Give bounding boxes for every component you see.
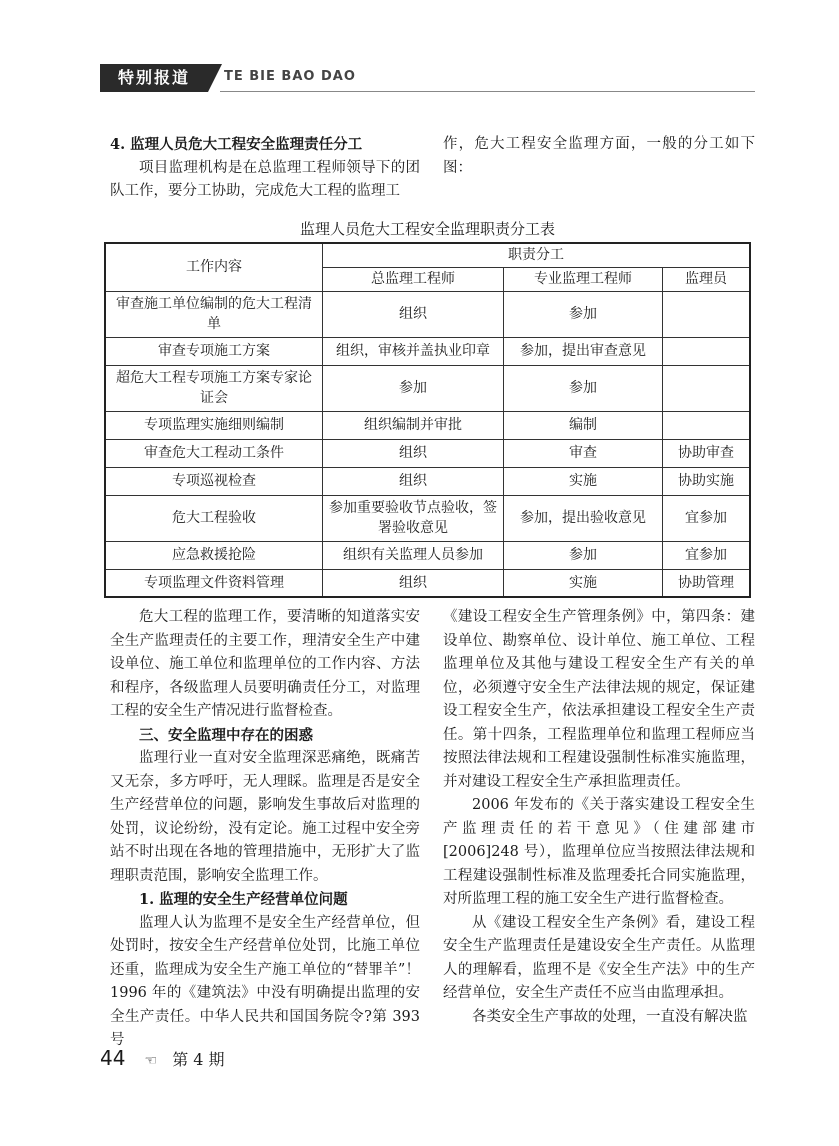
- duty-cell: [663, 365, 751, 411]
- work-content-cell: 专项监理文件资料管理: [105, 569, 323, 597]
- table-row: [105, 467, 750, 495]
- paragraph: 2006 年发布的《关于落实建设工程安全生产监理责任的若干意见》（住建部建市[2006]248 号），监理单位应当按照法律法规和工程建设强制性标准及监理委托合同实施监理，对所监理工程的施工安全生产进行监督检查。: [443, 797, 755, 907]
- table-row: [105, 365, 750, 411]
- paragraph: 从《建设工程安全生产条例》看，建设工程安全生产监理责任是建设安全生产责任。从监理人的理解看，监理不是《安全生产法》中的生产经营单位，安全生产责任不应当由监理承担。: [443, 914, 755, 1001]
- bottom-left-column: [110, 606, 420, 1053]
- work-content-cell: 应急救援抢险: [105, 541, 323, 569]
- section-heading: 1. 监理的安全生产经营单位问题: [139, 891, 348, 908]
- duty-cell: 参加: [323, 365, 504, 411]
- duty-cell: 参加重要验收节点验收，签署验收意见: [323, 495, 504, 541]
- duty-cell: 编制: [504, 411, 663, 439]
- section-heading: 4. 监理人员危大工程安全监理责任分工: [110, 136, 363, 153]
- duty-cell: 组织，审核并盖执业印章: [323, 337, 504, 365]
- header-role: 总监理工程师: [323, 267, 504, 291]
- duty-cell: [663, 411, 751, 439]
- header-role: 专业监理工程师: [504, 267, 663, 291]
- page-footer: [100, 1046, 225, 1070]
- duty-cell: 组织: [323, 569, 504, 597]
- paragraph: 监理行业一直对安全监理深恶痛绝，既痛苦又无奈，多方呼吁，无人理睬。监理是否是安全生产经营单位的问题，影响发生事故后对监理的处罚，议论纷纷，没有定论。施工过程中安全旁站不时出现在各地的管理措施中，无形扩大了监理职责范围，影响安全监理工作。: [110, 750, 420, 884]
- work-content-cell: 审查施工单位编制的危大工程清单: [105, 291, 323, 337]
- duty-cell: 协助管理: [663, 569, 751, 597]
- hand-pointing-icon: ☜: [144, 1053, 158, 1069]
- paragraph: 各类安全生产事故的处理，一直没有解决监: [472, 1008, 748, 1025]
- duty-cell: 组织: [323, 439, 504, 467]
- table-title: 监理人员危大工程安全监理职责分工表: [299, 220, 555, 238]
- header-divider: [220, 91, 755, 92]
- table-row: [105, 569, 750, 597]
- top-left-column: [110, 133, 420, 204]
- duty-cell: 组织: [323, 467, 504, 495]
- duty-cell: 宜参加: [663, 541, 751, 569]
- paragraph: 监理人认为监理不是安全生产经营单位，但处罚时，按安全生产经营单位处罚，比施工单位还重，监理成为安全生产施工单位的“替罪羊”！1996 年的《建筑法》中没有明确提出监理的安全生产责任。中华人民共和国国务院令?第 393 号: [110, 914, 420, 1048]
- duty-cell: [663, 337, 751, 365]
- duty-cell: 协助实施: [663, 467, 751, 495]
- paragraph: 项目监理机构是在总监理工程师领导下的团队工作，要分工协助，完成危大工程的监理工: [110, 159, 420, 199]
- bottom-right-column: [443, 606, 755, 1029]
- work-content-cell: 危大工程验收: [105, 495, 323, 541]
- duty-cell: 实施: [504, 569, 663, 597]
- duty-cell: 协助审查: [663, 439, 751, 467]
- table-row: [105, 439, 750, 467]
- duty-cell: [663, 291, 751, 337]
- paragraph: 《建设工程安全生产管理条例》中，第四条：建设单位、勘察单位、设计单位、施工单位、工程监理单位及其他与建设工程安全生产有关的单位，必须遵守安全生产法律法规的规定，保证建设工程安全生产，依法承担建设工程安全生产责任。第十四条，工程监理单位和监理工程师应当按照法律法规和工程建设强制性标准实施监理，并对建设工程安全生产承担监理责任。: [443, 609, 755, 790]
- work-content-cell: 审查危大工程动工条件: [105, 439, 323, 467]
- header-work-content: 工作内容: [105, 243, 323, 291]
- table-row: [105, 495, 750, 541]
- duty-cell: 参加，提出审查意见: [504, 337, 663, 365]
- table-row: [105, 411, 750, 439]
- duty-cell: 参加: [504, 291, 663, 337]
- section-heading: 三、安全监理中存在的困惑: [139, 726, 313, 744]
- work-content-cell: 专项巡视检查: [105, 467, 323, 495]
- duty-cell: 参加: [504, 365, 663, 411]
- paragraph: 危大工程的监理工作，要清晰的知道落实安全生产监理责任的主要工作，理清安全生产中建设单位、施工单位和监理单位的工作内容、方法和程序，各级监理人员要明确责任分工，对监理工程的安全生产情况进行监督检查。: [110, 609, 420, 719]
- duty-table: [104, 242, 751, 598]
- header-duty: 职责分工: [323, 243, 751, 267]
- duty-cell: 组织有关监理人员参加: [323, 541, 504, 569]
- table-row: [105, 541, 750, 569]
- section-english-title: TE BIE BAO DAO: [224, 69, 356, 84]
- duty-cell: 实施: [504, 467, 663, 495]
- table-row: [105, 337, 750, 365]
- work-content-cell: 超危大工程专项施工方案专家论证会: [105, 365, 323, 411]
- duty-cell: 参加，提出验收意见: [504, 495, 663, 541]
- header-role: 监理员: [663, 267, 751, 291]
- section-badge: 特别报道: [100, 64, 208, 92]
- top-right-column: [443, 133, 755, 180]
- work-content-cell: 审查专项施工方案: [105, 337, 323, 365]
- duty-cell: 宜参加: [663, 495, 751, 541]
- page-header: [100, 64, 755, 94]
- duty-cell: 组织编制并审批: [323, 411, 504, 439]
- page-number: 44: [100, 1046, 126, 1070]
- duty-cell: 组织: [323, 291, 504, 337]
- table-row: [105, 291, 750, 337]
- paragraph: 作，危大工程安全监理方面，一般的分工如下图：: [443, 136, 755, 176]
- issue-label: 第 4 期: [172, 1050, 225, 1069]
- duty-cell: 参加: [504, 541, 663, 569]
- duty-cell: 审查: [504, 439, 663, 467]
- work-content-cell: 专项监理实施细则编制: [105, 411, 323, 439]
